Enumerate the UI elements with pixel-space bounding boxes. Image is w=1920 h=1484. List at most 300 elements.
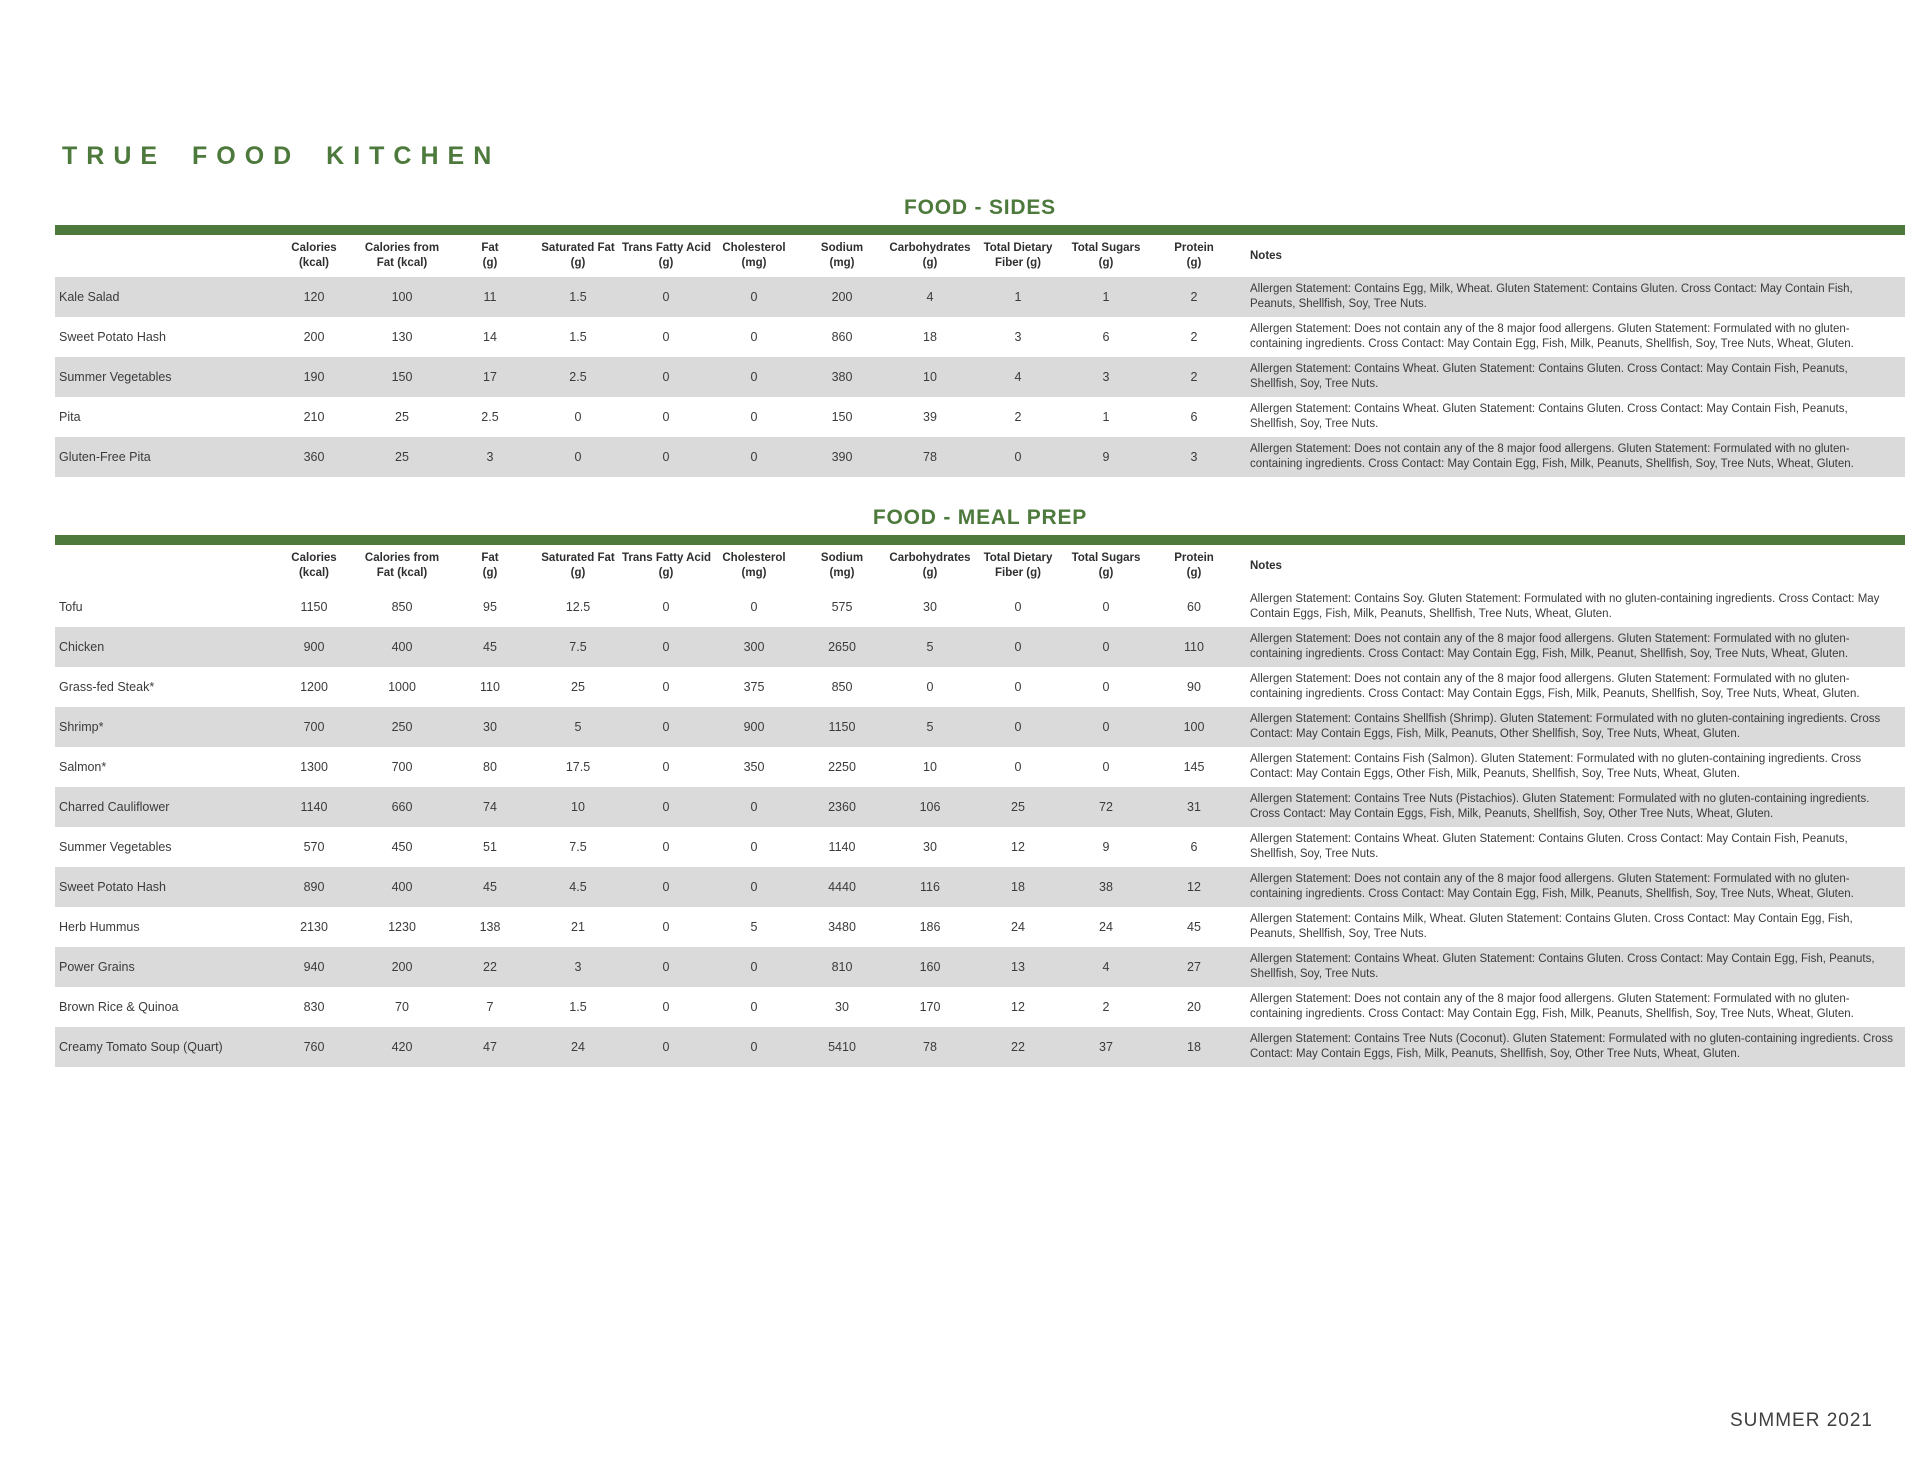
nutrition-value: 21 <box>571 920 585 934</box>
nutrition-value: 10 <box>923 760 937 774</box>
nutrition-value: 5 <box>926 640 934 654</box>
column-header-line2: (g) <box>1186 567 1202 579</box>
table-row <box>55 987 1905 1027</box>
nutrition-value: 30 <box>835 1000 849 1014</box>
nutrition-value: 12.5 <box>565 600 591 614</box>
nutrition-value: 660 <box>391 800 413 814</box>
item-name: Shrimp* <box>59 720 104 734</box>
nutrition-value: 9 <box>1102 450 1110 464</box>
nutrition-value: 210 <box>303 410 325 424</box>
nutrition-value: 45 <box>483 640 497 654</box>
item-name: Pita <box>59 410 81 424</box>
item-notes: Allergen Statement: Does not contain any of the 8 major food allergens. Gluten Statement: Formulated with no gluten-containing ingredients. Cross Contact: May Contain Eggs, Fish, Milk, Peanuts, Shellfish, Soy, Tree Nuts, Wheat, Gluten. <box>1250 673 1860 700</box>
nutrition-value: 138 <box>479 920 501 934</box>
column-header-line2: (g) <box>1098 257 1114 269</box>
item-name: Sweet Potato Hash <box>59 330 167 344</box>
nutrition-value: 2 <box>1190 330 1198 344</box>
nutrition-value: 130 <box>391 330 413 344</box>
item-name: Gluten-Free Pita <box>59 450 151 464</box>
table-row <box>55 747 1905 787</box>
column-header-line1: Calories from <box>364 552 440 564</box>
nutrition-value: 10 <box>923 370 937 384</box>
nutrition-value: 0 <box>662 960 670 974</box>
nutrition-value: 375 <box>743 680 765 694</box>
nutrition-value: 1200 <box>300 680 328 694</box>
column-header <box>974 551 1062 581</box>
table-row <box>55 1027 1905 1067</box>
nutrition-value: 2 <box>1190 290 1198 304</box>
nutrition-value: 4 <box>1102 960 1110 974</box>
column-header <box>798 241 886 271</box>
nutrition-value: 145 <box>1183 760 1205 774</box>
nutrition-value: 74 <box>483 800 497 814</box>
nutrition-value: 0 <box>662 600 670 614</box>
column-header-line2: (g) <box>1186 257 1202 269</box>
column-header <box>974 241 1062 271</box>
nutrition-value: 12 <box>1011 1000 1025 1014</box>
nutrition-value: 31 <box>1187 800 1201 814</box>
column-header <box>446 551 534 581</box>
column-header-line2: (g) <box>922 257 938 269</box>
item-notes: Allergen Statement: Contains Shellfish (Shrimp). Gluten Statement: Formulated with no gluten-containing ingredients. Cross Contact: May Contain Eggs, Fish, Milk, Peanuts, Other Shellfish, Soy, Tree Nuts, Wheat, Gluten. <box>1250 713 1881 740</box>
nutrition-value: 170 <box>919 1000 941 1014</box>
nutrition-value: 100 <box>1183 720 1205 734</box>
nutrition-value: 0 <box>750 880 758 894</box>
nutrition-value: 2360 <box>828 800 856 814</box>
section-divider-bar <box>55 225 1905 235</box>
nutrition-value: 0 <box>750 330 758 344</box>
nutrition-value: 25 <box>571 680 585 694</box>
item-name: Sweet Potato Hash <box>59 880 167 894</box>
nutrition-value: 78 <box>923 1040 937 1054</box>
nutrition-value: 100 <box>391 290 413 304</box>
nutrition-value: 160 <box>919 960 941 974</box>
nutrition-value: 400 <box>391 640 413 654</box>
item-name: Summer Vegetables <box>59 840 172 854</box>
nutrition-value: 0 <box>926 680 934 694</box>
item-notes: Allergen Statement: Contains Wheat. Gluten Statement: Contains Gluten. Cross Contact: May Contain Fish, Peanuts, Shellfish, Soy, Tree Nuts. <box>1250 403 1848 430</box>
nutrition-value: 110 <box>1184 640 1204 654</box>
table-row <box>55 587 1905 627</box>
nutrition-value: 0 <box>662 680 670 694</box>
item-name: Chicken <box>59 640 105 654</box>
column-header <box>358 551 446 581</box>
nutrition-value: 0 <box>574 450 582 464</box>
column-header-line1: Saturated Fat <box>541 242 615 254</box>
nutrition-value: 190 <box>303 370 325 384</box>
nutrition-value: 51 <box>483 840 497 854</box>
column-header-line1: Cholesterol <box>722 242 786 254</box>
nutrition-value: 0 <box>1014 720 1022 734</box>
column-header-line2: (kcal) <box>298 257 330 269</box>
nutrition-value: 150 <box>831 410 853 424</box>
column-header <box>446 241 534 271</box>
item-notes: Allergen Statement: Contains Tree Nuts (Coconut). Gluten Statement: Formulated with no gluten-containing ingredients. Cross Contact: May Contain Eggs, Fish, Milk, Peanuts, Shellfish, Soy, Other Tree Nuts, Wheat, Gluten. <box>1250 1033 1894 1060</box>
nutrition-value: 420 <box>391 1040 413 1054</box>
nutrition-value: 0 <box>662 370 670 384</box>
column-header <box>358 241 446 271</box>
nutrition-value: 1.5 <box>569 330 587 344</box>
column-header-line2: Fiber (g) <box>995 257 1041 269</box>
nutrition-value: 0 <box>750 370 758 384</box>
nutrition-value: 810 <box>831 960 853 974</box>
nutrition-value: 700 <box>303 720 325 734</box>
column-header-line2: (g) <box>482 567 498 579</box>
nutrition-value: 2130 <box>300 920 328 934</box>
item-name: Power Grains <box>59 960 135 974</box>
nutrition-value: 30 <box>483 720 497 734</box>
nutrition-value: 27 <box>1187 960 1201 974</box>
nutrition-value: 116 <box>920 880 940 894</box>
section-divider-bar <box>55 535 1905 545</box>
nutrition-value: 5 <box>926 720 934 734</box>
column-header-line2: (mg) <box>741 257 767 269</box>
item-name: Grass-fed Steak* <box>59 680 155 694</box>
item-name: Kale Salad <box>59 290 120 304</box>
nutrition-value: 3 <box>486 450 494 464</box>
column-header-line1: Trans Fatty Acid <box>622 552 712 564</box>
nutrition-value: 0 <box>1014 760 1022 774</box>
nutrition-value: 2 <box>1102 1000 1110 1014</box>
nutrition-value: 5 <box>574 720 582 734</box>
nutrition-value: 17 <box>483 370 497 384</box>
column-header-line2: (g) <box>658 567 674 579</box>
item-name: Salmon* <box>59 760 107 774</box>
nutrition-value: 6 <box>1190 410 1198 424</box>
nutrition-value: 60 <box>1187 600 1201 614</box>
item-notes: Allergen Statement: Contains Tree Nuts (Pistachios). Gluten Statement: Formulated with no gluten-containing ingredients. Cross Contact: May Contain Eggs, Fish, Milk, Peanuts, Shellfish, Soy, Other Tree Nuts, Wheat, Gluten. <box>1250 793 1870 820</box>
column-header <box>534 241 622 271</box>
nutrition-value: 78 <box>923 450 937 464</box>
nutrition-value: 0 <box>750 450 758 464</box>
nutrition-value: 250 <box>391 720 413 734</box>
nutrition-value: 0 <box>662 1040 670 1054</box>
column-header-line1: Calories <box>291 242 337 254</box>
nutrition-value: 350 <box>743 760 765 774</box>
nutrition-value: 3 <box>1102 370 1110 384</box>
nutrition-value: 300 <box>743 640 765 654</box>
nutrition-value: 0 <box>662 720 670 734</box>
nutrition-value: 1140 <box>828 840 856 854</box>
nutrition-value: 4 <box>926 290 934 304</box>
nutrition-value: 17.5 <box>565 760 591 774</box>
nutrition-value: 80 <box>483 760 497 774</box>
nutrition-value: 390 <box>831 450 853 464</box>
column-header-line1: Saturated Fat <box>541 552 615 564</box>
nutrition-value: 1150 <box>300 600 328 614</box>
column-header-line2: Fat (kcal) <box>376 257 428 269</box>
nutrition-value: 200 <box>831 290 853 304</box>
nutrition-value: 0 <box>662 640 670 654</box>
column-header-line2: (g) <box>658 257 674 269</box>
nutrition-value: 30 <box>923 600 937 614</box>
nutrition-value: 1140 <box>300 800 328 814</box>
nutrition-value: 1150 <box>828 720 856 734</box>
nutrition-value: 24 <box>1011 920 1025 934</box>
nutrition-value: 22 <box>483 960 497 974</box>
column-header-line1: Sodium <box>820 242 864 254</box>
nutrition-value: 2 <box>1190 370 1198 384</box>
nutrition-value: 200 <box>391 960 413 974</box>
column-header-line1: Total Dietary <box>983 242 1053 254</box>
notes-column-header: Notes <box>1250 559 1282 572</box>
column-header <box>886 241 974 271</box>
nutrition-value: 940 <box>303 960 325 974</box>
nutrition-value: 1300 <box>300 760 328 774</box>
nutrition-value: 1000 <box>388 680 416 694</box>
nutrition-value: 39 <box>923 410 937 424</box>
item-name: Charred Cauliflower <box>59 800 170 814</box>
nutrition-value: 890 <box>303 880 325 894</box>
nutrition-value: 860 <box>831 330 853 344</box>
nutrition-value: 25 <box>395 410 409 424</box>
nutrition-value: 90 <box>1187 680 1201 694</box>
nutrition-value: 3 <box>1190 450 1198 464</box>
section-food-meal-prep <box>55 505 1905 1067</box>
nutrition-value: 0 <box>1014 680 1022 694</box>
nutrition-value: 850 <box>391 600 413 614</box>
nutrition-value: 0 <box>662 290 670 304</box>
nutrition-value: 10 <box>571 800 585 814</box>
nutrition-value: 0 <box>750 840 758 854</box>
nutrition-value: 2.5 <box>481 410 499 424</box>
table-row <box>55 277 1905 317</box>
table-row <box>55 907 1905 947</box>
nutrition-value: 30 <box>923 840 937 854</box>
nutrition-value: 110 <box>480 680 500 694</box>
column-header-line1: Sodium <box>820 552 864 564</box>
item-notes: Allergen Statement: Contains Milk, Wheat. Gluten Statement: Contains Gluten. Cross Contact: May Contain Egg, Fish, Peanuts, Shellfish, Soy, Tree Nuts. <box>1250 913 1853 940</box>
section-food-sides <box>55 0 1905 477</box>
nutrition-value: 0 <box>1014 450 1022 464</box>
nutrition-value: 38 <box>1099 880 1113 894</box>
column-header-line2: Fiber (g) <box>995 567 1041 579</box>
column-header <box>798 551 886 581</box>
column-header <box>1062 551 1150 581</box>
nutrition-value: 120 <box>303 290 325 304</box>
nutrition-value: 0 <box>750 290 758 304</box>
nutrition-value: 12 <box>1011 840 1025 854</box>
nutrition-value: 5 <box>750 920 758 934</box>
nutrition-value: 45 <box>483 880 497 894</box>
nutrition-value: 0 <box>1102 680 1110 694</box>
nutrition-value: 200 <box>303 330 325 344</box>
column-header-line2: (g) <box>570 567 586 579</box>
item-notes: Allergen Statement: Contains Wheat. Gluten Statement: Contains Gluten. Cross Contact: May Contain Egg, Fish, Peanuts, Shellfish, Soy, Tree Nuts. <box>1250 953 1875 980</box>
nutrition-value: 11 <box>483 290 497 304</box>
nutrition-value: 1 <box>1102 290 1110 304</box>
nutrition-value: 6 <box>1102 330 1110 344</box>
nutrition-value: 0 <box>662 880 670 894</box>
nutrition-value: 25 <box>395 450 409 464</box>
nutrition-value: 24 <box>1099 920 1113 934</box>
column-header-line1: Calories <box>291 552 337 564</box>
nutrition-value: 2 <box>1014 410 1022 424</box>
column-header-line1: Protein <box>1174 552 1214 564</box>
nutrition-value: 25 <box>1011 800 1025 814</box>
nutrition-value: 18 <box>1011 880 1025 894</box>
table-row <box>55 827 1905 867</box>
nutrition-value: 72 <box>1099 800 1113 814</box>
column-header-line1: Protein <box>1174 242 1214 254</box>
nutrition-value: 6 <box>1190 840 1198 854</box>
nutrition-value: 2650 <box>828 640 856 654</box>
table-row <box>55 397 1905 437</box>
nutrition-value: 1 <box>1102 410 1110 424</box>
item-notes: Allergen Statement: Contains Wheat. Gluten Statement: Contains Gluten. Cross Contact: May Contain Fish, Peanuts, Shellfish, Soy, Tree Nuts. <box>1250 833 1848 860</box>
nutrition-value: 3480 <box>828 920 856 934</box>
nutrition-value: 14 <box>483 330 497 344</box>
item-name: Creamy Tomato Soup (Quart) <box>59 1040 223 1054</box>
nutrition-value: 760 <box>303 1040 325 1054</box>
item-notes: Allergen Statement: Contains Fish (Salmon). Gluten Statement: Formulated with no gluten-containing ingredients. Cross Contact: May Contain Eggs, Other Fish, Milk, Peanuts, Shellfish, Soy, Tree Nuts, Wheat, Gluten. <box>1250 753 1862 780</box>
nutrition-value: 0 <box>662 800 670 814</box>
item-name: Herb Hummus <box>59 920 140 934</box>
nutrition-table-meal-prep <box>55 545 1905 1067</box>
item-notes: Allergen Statement: Contains Wheat. Gluten Statement: Contains Gluten. Cross Contact: May Contain Fish, Peanuts, Shellfish, Soy, Tree Nuts. <box>1250 363 1848 390</box>
column-header-line1: Total Sugars <box>1071 242 1141 254</box>
table-row <box>55 317 1905 357</box>
nutrition-value: 360 <box>303 450 325 464</box>
item-notes: Allergen Statement: Does not contain any of the 8 major food allergens. Gluten Statement: Formulated with no gluten-containing ingredients. Cross Contact: May Contain Egg, Fish, Milk, Peanut, Shellfish, Soy, Tree Nuts, Wheat, Gluten. <box>1250 633 1850 660</box>
nutrition-value: 186 <box>919 920 941 934</box>
nutrition-value: 70 <box>395 1000 409 1014</box>
nutrition-value: 150 <box>391 370 413 384</box>
item-notes: Allergen Statement: Contains Egg, Milk, Wheat. Gluten Statement: Contains Gluten. Cross Contact: May Contain Fish, Peanuts, Shellfish, Soy, Tree Nuts. <box>1250 283 1853 310</box>
column-header <box>622 241 710 271</box>
nutrition-value: 0 <box>662 760 670 774</box>
nutrition-value: 0 <box>1014 640 1022 654</box>
nutrition-value: 0 <box>574 410 582 424</box>
column-header <box>622 551 710 581</box>
nutrition-value: 0 <box>662 1000 670 1014</box>
nutrition-value: 450 <box>391 840 413 854</box>
nutrition-value: 0 <box>1014 600 1022 614</box>
nutrition-value: 2250 <box>828 760 856 774</box>
nutrition-value: 2.5 <box>569 370 587 384</box>
notes-column-header: Notes <box>1250 249 1282 262</box>
nutrition-value: 4 <box>1014 370 1022 384</box>
nutrition-value: 3 <box>1014 330 1022 344</box>
column-header-line1: Fat <box>481 552 499 564</box>
column-header-line1: Fat <box>481 242 499 254</box>
nutrition-value: 4.5 <box>569 880 587 894</box>
nutrition-value: 18 <box>1187 1040 1201 1054</box>
column-header-line2: (mg) <box>829 567 855 579</box>
nutrition-value: 0 <box>662 410 670 424</box>
nutrition-value: 900 <box>743 720 765 734</box>
nutrition-value: 47 <box>483 1040 497 1054</box>
column-header <box>270 551 358 581</box>
column-header-line1: Calories from <box>364 242 440 254</box>
nutrition-value: 4440 <box>828 880 856 894</box>
nutrition-value: 7.5 <box>569 640 587 654</box>
nutrition-value: 3 <box>574 960 582 974</box>
nutrition-table-sides <box>55 235 1905 477</box>
column-header-line2: (g) <box>922 567 938 579</box>
section-title-meal-prep: FOOD - MEAL PREP <box>872 506 1088 529</box>
season-label: SUMMER 2021 <box>1730 1410 1873 1431</box>
nutrition-value: 7 <box>486 1000 494 1014</box>
nutrition-value: 0 <box>662 330 670 344</box>
section-title-sides: FOOD - SIDES <box>904 196 1056 219</box>
nutrition-value: 570 <box>303 840 325 854</box>
nutrition-value: 0 <box>1102 600 1110 614</box>
column-header-line2: (mg) <box>741 567 767 579</box>
nutrition-value: 0 <box>750 1000 758 1014</box>
column-header-line2: (kcal) <box>298 567 330 579</box>
nutrition-value: 0 <box>750 800 758 814</box>
column-header-line2: Fat (kcal) <box>376 567 428 579</box>
item-name: Brown Rice & Quinoa <box>59 1000 179 1014</box>
table-row <box>55 667 1905 707</box>
column-header <box>1062 241 1150 271</box>
nutrition-value: 380 <box>831 370 853 384</box>
column-header-line1: Total Dietary <box>983 552 1053 564</box>
column-header <box>270 241 358 271</box>
table-row <box>55 867 1905 907</box>
nutrition-value: 13 <box>1011 960 1025 974</box>
column-header-line2: (mg) <box>829 257 855 269</box>
column-header-line1: Carbohydrates <box>889 242 971 254</box>
table-row <box>55 357 1905 397</box>
column-header-line1: Carbohydrates <box>889 552 971 564</box>
column-header-line1: Total Sugars <box>1071 552 1141 564</box>
nutrition-value: 20 <box>1187 1000 1201 1014</box>
nutrition-value: 9 <box>1102 840 1110 854</box>
nutrition-value: 0 <box>750 1040 758 1054</box>
nutrition-value: 7.5 <box>569 840 587 854</box>
nutrition-value: 0 <box>1102 720 1110 734</box>
nutrition-value: 1.5 <box>569 290 587 304</box>
column-header <box>710 241 798 271</box>
nutrition-value: 0 <box>1102 760 1110 774</box>
nutrition-value: 0 <box>662 840 670 854</box>
nutrition-value: 1230 <box>388 920 416 934</box>
nutrition-value: 5410 <box>828 1040 856 1054</box>
item-notes: Allergen Statement: Does not contain any of the 8 major food allergens. Gluten Statement: Formulated with no gluten-containing ingredients. Cross Contact: May Contain Egg, Fish, Milk, Peanuts, Shellfish, Soy, Tree Nuts, Wheat, Gluten. <box>1250 443 1854 470</box>
nutrition-value: 18 <box>923 330 937 344</box>
nutrition-value: 37 <box>1099 1040 1113 1054</box>
nutrition-value: 700 <box>391 760 413 774</box>
brand-logo: TRUE FOOD KITCHEN <box>62 142 501 170</box>
nutrition-value: 0 <box>1102 640 1110 654</box>
table-row <box>55 627 1905 667</box>
nutrition-value: 830 <box>303 1000 325 1014</box>
nutrition-value: 95 <box>483 600 497 614</box>
item-name: Summer Vegetables <box>59 370 172 384</box>
column-header-line2: (g) <box>570 257 586 269</box>
column-header <box>710 551 798 581</box>
column-header-line2: (g) <box>482 257 498 269</box>
table-row <box>55 787 1905 827</box>
item-notes: Allergen Statement: Does not contain any of the 8 major food allergens. Gluten Statement: Formulated with no gluten-containing ingredients. Cross Contact: May Contain Egg, Fish, Milk, Peanuts, Shellfish, Soy, Tree Nuts, Wheat, Gluten. <box>1250 993 1854 1020</box>
item-notes: Allergen Statement: Contains Soy. Gluten Statement: Formulated with no gluten-containing ingredients. Cross Contact: May Contain Eggs, Fish, Milk, Peanuts, Shellfish, Tree Nuts, Wheat, Gluten. <box>1250 593 1880 620</box>
table-row <box>55 437 1905 477</box>
nutrition-value: 106 <box>919 800 941 814</box>
column-header <box>534 551 622 581</box>
nutrition-value: 24 <box>571 1040 585 1054</box>
column-header-line1: Trans Fatty Acid <box>622 242 712 254</box>
nutrition-value: 0 <box>750 600 758 614</box>
nutrition-value: 0 <box>662 450 670 464</box>
table-header-row <box>55 545 1905 587</box>
nutrition-value: 22 <box>1011 1040 1025 1054</box>
column-header <box>886 551 974 581</box>
nutrition-value: 1.5 <box>569 1000 587 1014</box>
column-header-line2: (g) <box>1098 567 1114 579</box>
nutrition-value: 0 <box>662 920 670 934</box>
